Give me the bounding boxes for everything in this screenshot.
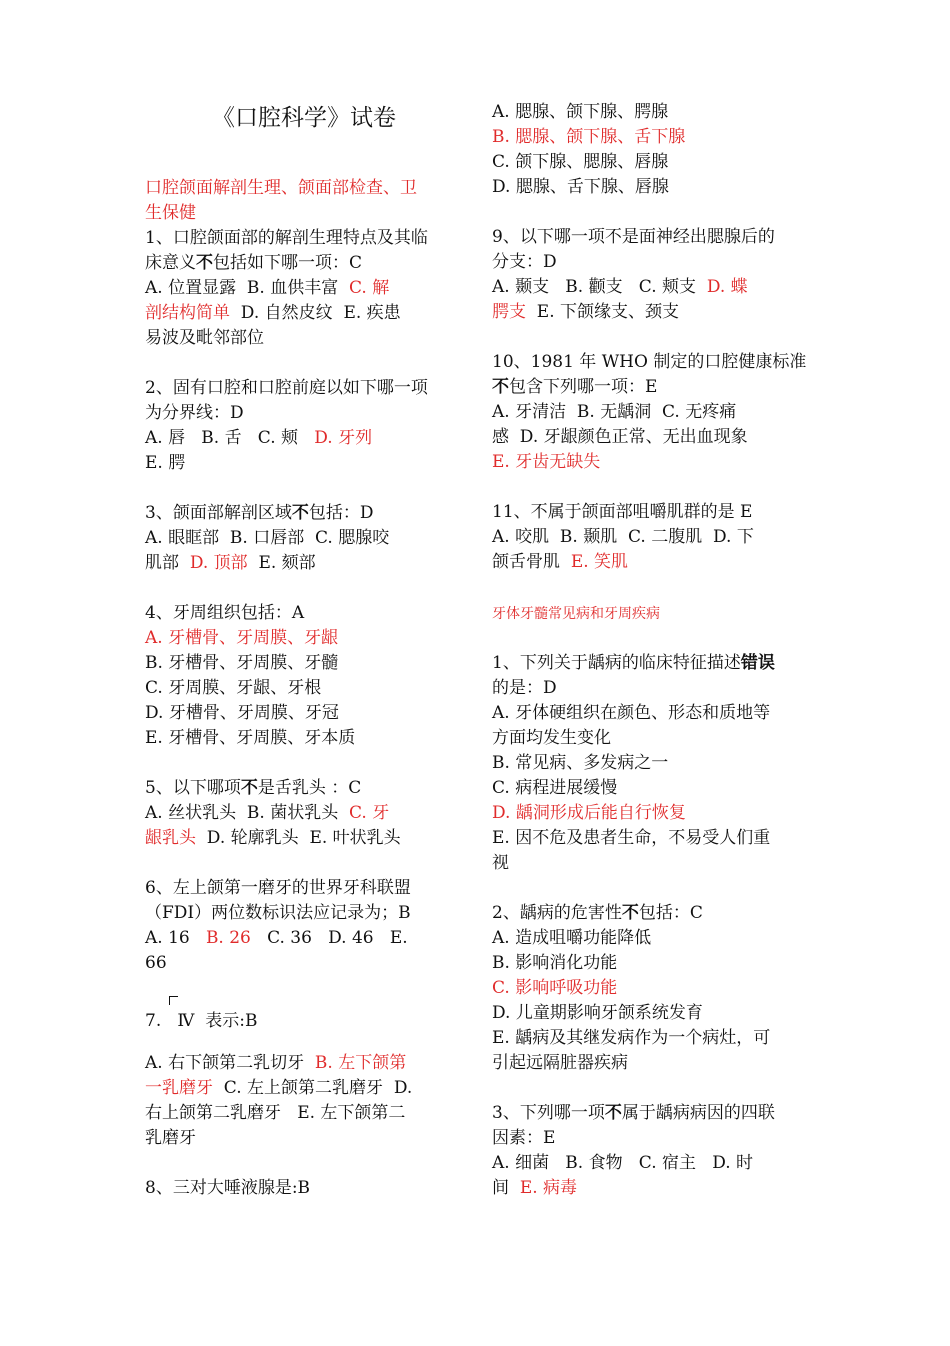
text-segment: 龈乳头 xyxy=(145,828,196,848)
left-column-line xyxy=(145,1101,405,1126)
left-column-line xyxy=(145,801,389,826)
left-column-line xyxy=(145,876,411,901)
text-segment: 剖结构简单 xyxy=(145,303,230,323)
text-segment: 口腔颌面解剖生理、颌面部检查、卫 xyxy=(145,178,417,198)
right-column-line xyxy=(492,425,748,450)
text-segment: 7. Ⅳ 表示:B xyxy=(145,1011,258,1031)
text-segment: 2、固有口腔和口腔前庭以如下哪一项 xyxy=(145,378,428,398)
text-segment: A. 咬肌 B. 颞肌 C. 二腹肌 D. 下 xyxy=(492,527,754,547)
right-column-line xyxy=(492,676,557,701)
text-segment: A. 16 xyxy=(145,928,206,948)
left-column-line xyxy=(145,1076,412,1101)
text-segment: E. 颏部 xyxy=(247,553,316,573)
text-segment: 不 xyxy=(604,1103,622,1123)
left-column-line xyxy=(145,701,339,726)
text-segment: 2、龋病的危害性 xyxy=(492,903,622,923)
left-column-line xyxy=(145,251,362,276)
right-column-line xyxy=(492,500,752,525)
text-segment: C. 解 xyxy=(349,278,390,298)
left-column-line xyxy=(145,301,401,326)
text-segment: 3、颌面部解剖区域 xyxy=(145,503,292,523)
right-column-line xyxy=(492,776,617,801)
text-segment: E. 牙槽骨、牙周膜、牙本质 xyxy=(145,728,356,748)
text-segment: 因素：E xyxy=(492,1128,556,1148)
text-segment: 8、三对大唾液腺是:B xyxy=(145,1178,311,1198)
text-segment: D. 龋洞形成后能自行恢复 xyxy=(492,803,686,823)
left-column-line xyxy=(145,1009,257,1034)
right-column-line xyxy=(492,375,657,400)
text-segment: 引起远隔脏器疾病 xyxy=(492,1053,628,1073)
text-segment: 是舌乳头 ：C xyxy=(257,778,362,798)
left-column-line xyxy=(145,201,196,226)
text-segment: 5、以下哪项 xyxy=(145,778,241,798)
text-segment: D. 牙列 xyxy=(314,428,373,448)
text-segment: 的是：D xyxy=(492,678,557,698)
text-segment: C. 牙 xyxy=(349,803,390,823)
right-column-line xyxy=(492,150,668,175)
right-column-line xyxy=(492,1026,770,1051)
text-segment: 右上颌第二乳磨牙 E. 左下颌第二 xyxy=(145,1103,406,1123)
text-segment: 感 D. 牙龈颜色正常、无出血现象 xyxy=(492,427,748,447)
text-segment: 牙体牙髓常见病和牙周疾病 xyxy=(492,606,660,622)
left-column-line xyxy=(145,376,428,401)
text-segment: A. 造成咀嚼功能降低 xyxy=(492,928,652,948)
text-segment: A. 位置显露 B. 血供丰富 xyxy=(145,278,349,298)
right-column-line xyxy=(492,525,754,550)
left-column-line xyxy=(145,451,185,476)
document-title: 《口腔科学》试卷 xyxy=(212,105,396,131)
right-column-line xyxy=(492,751,668,776)
text-segment: 不 xyxy=(621,903,639,923)
text-segment: A. 颞支 B. 颧支 C. 颊支 xyxy=(492,277,707,297)
left-column-line xyxy=(145,1051,406,1076)
text-segment: E. 牙齿无缺失 xyxy=(492,452,601,472)
text-segment: E. 腭 xyxy=(145,453,186,473)
text-segment: 为分界线：D xyxy=(145,403,244,423)
text-segment: A. 牙槽骨、牙周膜、牙龈 xyxy=(145,628,339,648)
text-segment: D. 牙槽骨、牙周膜、牙冠 xyxy=(145,703,339,723)
left-column-line xyxy=(145,551,316,576)
right-column-line xyxy=(492,1151,753,1176)
right-column-line xyxy=(492,225,775,250)
text-segment: B. 左下颌第 xyxy=(314,1053,407,1073)
text-segment: D. 顶部 xyxy=(189,553,248,573)
text-segment: 肌部 xyxy=(145,553,190,573)
right-column-line xyxy=(492,951,617,976)
text-segment: E. 龋病及其继发病作为一个病灶，可 xyxy=(492,1028,771,1048)
right-column-line xyxy=(492,901,703,926)
text-segment: E. 病毒 xyxy=(519,1178,578,1198)
text-segment: 10、1981 年 WHO 制定的口腔健康标准 xyxy=(492,352,807,372)
text-segment: D. 儿童期影响牙颌系统发育 xyxy=(492,1003,703,1023)
left-column-line xyxy=(145,526,389,551)
text-segment: A. 细菌 B. 食物 C. 宿主 D. 时 xyxy=(492,1153,754,1173)
text-segment: D. 自然皮纹 E. 疾患 xyxy=(230,303,401,323)
text-segment: C. 病程进展缓慢 xyxy=(492,778,618,798)
left-column-line xyxy=(145,626,338,651)
right-column-line xyxy=(492,300,679,325)
text-segment: 属于龋病病因的四联 xyxy=(621,1103,775,1123)
text-segment: A. 眼眶部 B. 口唇部 C. 腮腺咬 xyxy=(145,528,390,548)
text-segment: E. 下颌缘支、颈支 xyxy=(526,302,680,322)
right-column-line xyxy=(492,250,557,275)
right-column-line xyxy=(492,726,611,751)
left-column-line xyxy=(145,951,167,976)
right-column-line xyxy=(492,350,806,375)
text-segment: 间 xyxy=(492,1178,520,1198)
text-segment: B. 26 xyxy=(205,928,251,948)
left-column-line xyxy=(145,276,389,301)
right-column-line xyxy=(492,450,600,475)
left-column-line xyxy=(145,326,264,351)
left-column-line xyxy=(145,826,401,851)
text-segment: 66 xyxy=(145,953,167,973)
text-segment: 不 xyxy=(196,253,213,273)
right-column-line xyxy=(492,926,651,951)
text-segment: （FDI）两位数标识法应记录为；B xyxy=(145,903,411,923)
text-segment: 生保健 xyxy=(145,203,196,223)
text-segment: 包括如下哪一项：C xyxy=(213,253,363,273)
text-segment: 包含下列哪一项：E xyxy=(509,377,658,397)
text-segment: 1、下列关于龋病的临床特征描述 xyxy=(492,653,741,673)
text-segment: C. 影响呼吸功能 xyxy=(492,978,618,998)
text-segment: 11、不属于颌面部咀嚼肌群的是 E xyxy=(492,502,753,522)
text-segment: A. 牙体硬组织在颜色、形态和质地等 xyxy=(492,703,771,723)
text-segment: D. 蝶 xyxy=(706,277,748,297)
text-segment: B. 腮腺、颌下腺、舌下腺 xyxy=(492,127,686,147)
text-segment: 6、左上颌第一磨牙的世界牙科联盟 xyxy=(145,878,411,898)
left-column-line xyxy=(145,501,373,526)
text-segment: B. 常见病、多发病之一 xyxy=(492,753,669,773)
left-column-line xyxy=(145,226,428,251)
right-column-line xyxy=(492,602,660,627)
left-column-line xyxy=(145,901,411,926)
right-column-line xyxy=(492,1101,775,1126)
text-segment: 乳磨牙 xyxy=(145,1128,196,1148)
text-segment: 床意义 xyxy=(145,253,196,273)
text-segment: 分支：D xyxy=(492,252,557,272)
text-segment: 错误 xyxy=(740,653,775,673)
left-column-line xyxy=(145,176,417,201)
text-segment: 视 xyxy=(492,853,509,873)
left-column-line xyxy=(145,426,372,451)
text-segment: C. 颌下腺、腮腺、唇腺 xyxy=(492,152,669,172)
text-segment: E. 笑肌 xyxy=(570,552,629,572)
left-column-line xyxy=(145,776,361,801)
right-column-line xyxy=(492,651,775,676)
left-column-line xyxy=(145,651,338,676)
text-segment: 不 xyxy=(240,778,258,798)
right-column-line xyxy=(492,550,628,575)
left-column-line xyxy=(145,401,244,426)
text-segment: 3、下列哪一项 xyxy=(492,1103,605,1123)
text-segment: 1、口腔颌面部的解剖生理特点及其临 xyxy=(145,228,428,248)
text-segment: A. 右下颌第二乳切牙 xyxy=(145,1053,315,1073)
text-segment: C. 牙周膜、牙龈、牙根 xyxy=(145,678,322,698)
right-column-line xyxy=(492,976,617,1001)
text-segment: A. 牙清洁 B. 无龋洞 C. 无疼痛 xyxy=(492,402,737,422)
right-column-line xyxy=(492,826,770,851)
right-column-line xyxy=(492,1001,703,1026)
right-column-line xyxy=(492,1126,555,1151)
left-column-line xyxy=(145,1126,196,1151)
right-column-line xyxy=(492,125,685,150)
text-segment: 方面均发生变化 xyxy=(492,728,611,748)
right-column-line xyxy=(492,400,736,425)
right-column-line xyxy=(492,275,748,300)
text-segment: 4、牙周组织包括：A xyxy=(145,603,305,623)
text-segment: 包括：C xyxy=(638,903,703,923)
right-column-line xyxy=(492,851,509,876)
text-segment: D. 腮腺、舌下腺、唇腺 xyxy=(492,177,669,197)
text-segment: C. 36 D. 46 E. xyxy=(250,928,408,948)
text-segment: 一乳磨牙 xyxy=(145,1078,213,1098)
right-column-line xyxy=(492,1051,628,1076)
left-column-line xyxy=(145,601,304,626)
left-column-line xyxy=(145,926,408,951)
text-segment: 包括：D xyxy=(308,503,374,523)
text-segment: A. 唇 B. 舌 C. 颊 xyxy=(145,428,315,448)
text-segment: B. 影响消化功能 xyxy=(492,953,618,973)
left-column-line xyxy=(145,676,321,701)
text-segment: B. 牙槽骨、牙周膜、牙髓 xyxy=(145,653,339,673)
text-segment: 颌舌骨肌 xyxy=(492,552,571,572)
text-segment: 9、以下哪一项不是面神经出腮腺后的 xyxy=(492,227,775,247)
text-segment: E. 因不危及患者生命，不易受人们重 xyxy=(492,828,771,848)
text-segment: 不 xyxy=(492,377,509,397)
right-column-line xyxy=(492,100,668,125)
text-segment: A. 丝状乳头 B. 菌状乳头 xyxy=(145,803,349,823)
text-segment: C. 左上颌第二乳磨牙 D. xyxy=(213,1078,413,1098)
text-segment: 不 xyxy=(291,503,309,523)
text-segment: D. 轮廓乳头 E. 叶状乳头 xyxy=(196,828,401,848)
right-column-line xyxy=(492,175,669,200)
palmer-bracket-mark xyxy=(169,996,178,1005)
text-segment: 易波及毗邻部位 xyxy=(145,328,264,348)
left-column-line xyxy=(145,1176,310,1201)
left-column-line xyxy=(145,726,355,751)
text-segment: A. 腮腺、颌下腺、腭腺 xyxy=(492,102,669,122)
text-segment: 腭支 xyxy=(492,302,526,322)
right-column-line xyxy=(492,1176,577,1201)
right-column-line xyxy=(492,701,770,726)
right-column-line xyxy=(492,801,686,826)
